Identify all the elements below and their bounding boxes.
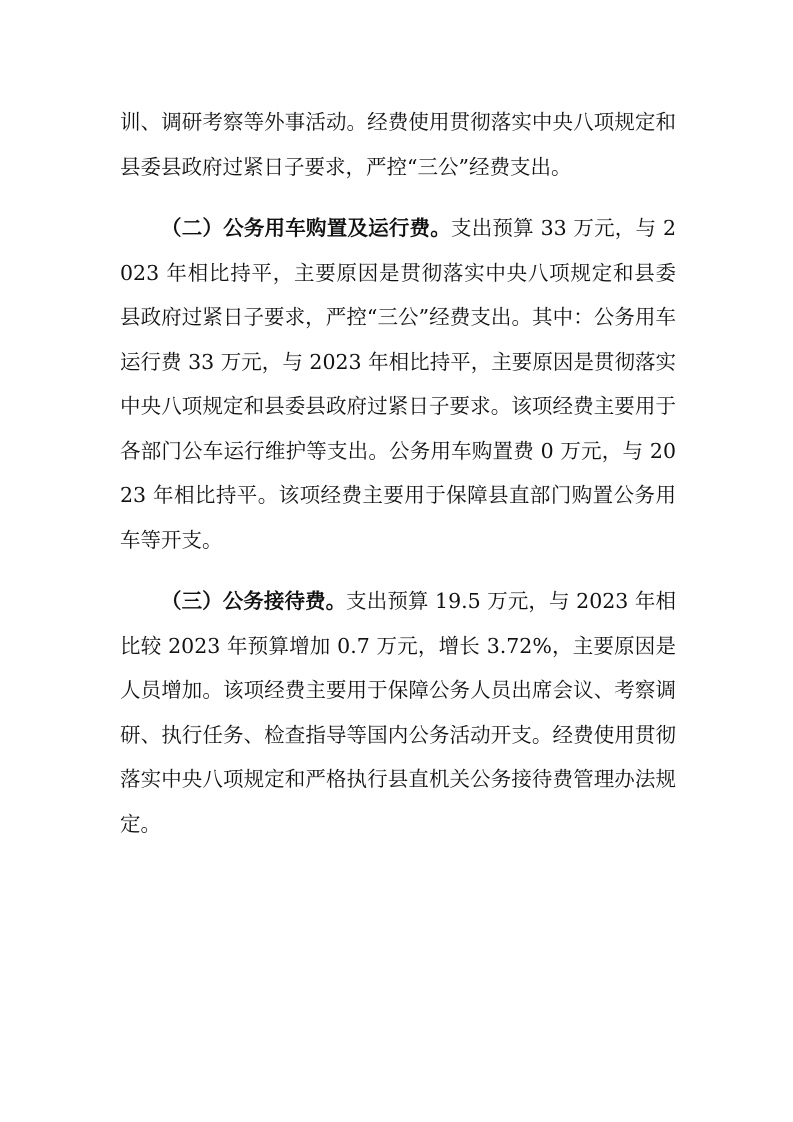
paragraph-text: 训、调研考察等外事活动。经费使用贯彻落实中央八项规定和县委县政府过紧日子要求，严控“三公”经费支出。 (120, 110, 676, 179)
paragraph-official-reception (120, 579, 676, 846)
paragraph-text: 支出预算 19.5 万元，与 2023 年相比较 2023 年预算增加 0.7 万元，增长 3.72%，主要原因是人员增加。该项经费主要用于保障公务人员出席会议、考察调研、执行任务、检查指导等国内公务活动开支。经费使用贯彻落实中央八项规定和严格执行县直机关公务接待费管理办法规定。 (120, 589, 677, 836)
section-heading-vehicles: （二）公务用车购置及运行费。 (161, 216, 451, 240)
paragraph-official-vehicles (120, 206, 676, 562)
document-body (120, 100, 676, 846)
paragraph-text: 支出预算 33 万元，与 2023 年相比持平，主要原因是贯彻落实中央八项规定和县委县政府过紧日子要求，严控“三公”经费支出。其中：公务用车运行费 33 万元，与 2023 年相比持平，主要原因是贯彻落实中央八项规定和县委县政府过紧日子要求。该项经费主要用于各部门公车运行维护等支出。公务用车购置费 0 万元，与 2023 年相比持平。该项经费主要用于保障县直部门购置公务用车等开支。 (120, 216, 676, 552)
paragraph-foreign-affairs-continued (120, 100, 676, 189)
section-heading-reception: （三）公务接待费。 (161, 589, 347, 613)
